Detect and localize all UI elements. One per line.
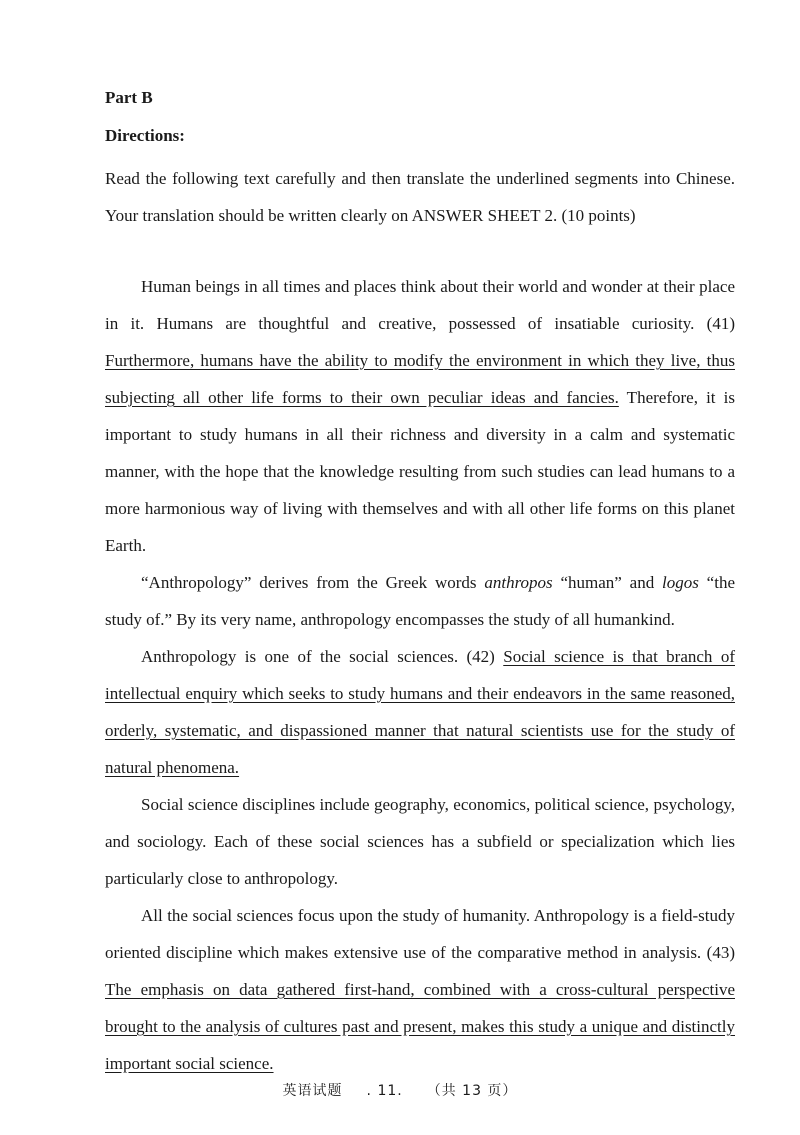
- part-title: Part B: [105, 88, 153, 107]
- directions-text: Read the following text carefully and then translate the underlined segments into Chinese. Your translation should be written clearly on ANSWER SHEET 2. (10 points): [105, 169, 735, 225]
- p2-text-b: “human” and: [552, 573, 663, 592]
- segment-42: Social science is that branch of intellectual enquiry which seeks to study humans and their endeavors in the same reasoned, orderly, systematic, and dispassioned manner that natural scientists use for the study of natural phenomena.: [105, 647, 735, 777]
- footer-total-pages: （共 13 页）: [426, 1083, 518, 1099]
- paragraph-5: [105, 897, 735, 1082]
- p5-text-a: All the social sciences focus upon the study of humanity. Anthropology is a field-study oriented discipline which makes extensive use of the comparative method in analysis. (43): [105, 906, 735, 962]
- greek-word-logos: logos: [662, 573, 699, 592]
- paragraph-2: [105, 564, 735, 638]
- paragraph-1: [105, 268, 735, 564]
- p2-text-c: “the study of.” By its very name, anthropology encompasses the study of all humankind.: [105, 573, 735, 629]
- segment-43: The emphasis on data gathered first-hand, combined with a cross-cultural perspective brought to the analysis of cultures past and present, makes this study a unique and distinctly important social science.: [105, 980, 735, 1073]
- p2-text-a: “Anthropology” derives from the Greek words: [141, 573, 485, 592]
- page-footer: [0, 1080, 800, 1100]
- passage: [105, 268, 735, 1082]
- greek-word-anthropos: anthropos: [484, 573, 553, 592]
- paragraph-3: [105, 638, 735, 786]
- p3-text-a: Anthropology is one of the social sciences. (42): [141, 647, 504, 666]
- directions-heading: Directions:: [105, 126, 185, 145]
- segment-41: Furthermore, humans have the ability to modify the environment in which they live, thus subjecting all other life forms to their own peculiar ideas and fancies.: [105, 351, 735, 407]
- p1-text-a: Human beings in all times and places think about their world and wonder at their place in it. Humans are thoughtful and creative, possessed of insatiable curiosity. (41): [105, 277, 735, 333]
- p1-text-b: Therefore, it is important to study humans in all their richness and diversity in a calm and systematic manner, with the hope that the knowledge resulting from such studies can lead humans to a more harmonious way of living with themselves and with all other life forms on this planet Earth.: [105, 388, 735, 555]
- paragraph-4: Social science disciplines include geography, economics, political science, psychology, and sociology. Each of these social sciences has a subfield or specialization which lies particularly close to anthropology.: [105, 795, 735, 888]
- footer-subject: 英语试题: [282, 1083, 343, 1099]
- footer-page-number: . 11.: [366, 1083, 403, 1099]
